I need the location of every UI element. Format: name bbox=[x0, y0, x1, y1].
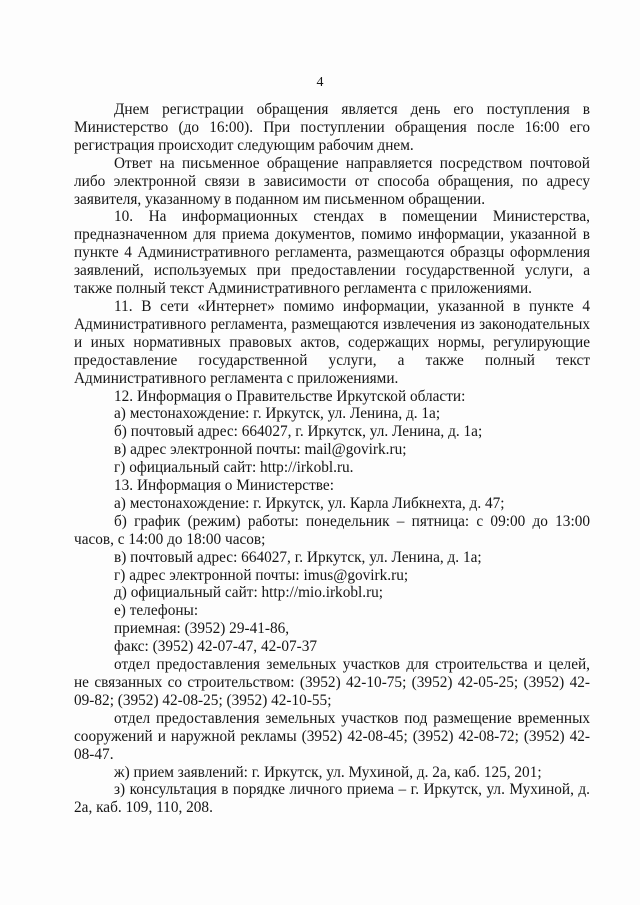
paragraph-10-info-stands: 10. На информационных стендах в помещении Министерства, предназначенном для приема документов, помимо информации, указанной в пункте 4 Административного регламента, размещаются образцы оформления заявлений, используемых при предоставлении государственной услуги, а также полный текст Административного регламента с приложениями. bbox=[74, 208, 590, 298]
ministry-working-hours: б) график (режим) работы: понедельник – пятница: с 09:00 до 13:00 часов, с 14:00 до 18:00 часов; bbox=[74, 512, 590, 548]
fax-numbers: факс: (3952) 42-07-47, 42-07-37 bbox=[114, 638, 318, 656]
document-body bbox=[74, 101, 590, 817]
ministry-postal-address: в) почтовый адрес: 664027, г. Иркутск, ул. Ленина, д. 1а; bbox=[114, 548, 482, 566]
section-13-heading: 13. Информация о Министерстве: bbox=[114, 477, 334, 495]
ministry-phones-heading: е) телефоны: bbox=[114, 602, 199, 620]
ministry-website: д) официальный сайт: http://mio.irkobl.ru; bbox=[114, 584, 384, 602]
reception-phone: приемная: (3952) 29-41-86, bbox=[114, 620, 290, 638]
paragraph-registration-day: Днем регистрации обращения является день его поступления в Министерство (до 16:00). При поступлении обращения после 16:00 его регистрация происходит следующим рабочим днем. bbox=[74, 101, 590, 154]
paragraph-11-internet: 11. В сети «Интернет» помимо информации, указанной в пункте 4 Административного регламента, размещаются извлечения из законодательных и иных нормативных правовых актов, содержащих нормы, регулирующие предоставление государственной услуги, а также полный текст Административного регламента с приложениями. bbox=[74, 297, 590, 387]
ministry-email: г) адрес электронной почты: imus@govirk.ru; bbox=[114, 566, 409, 584]
ministry-location: а) местонахождение: г. Иркутск, ул. Карла Либкнехта, д. 47; bbox=[114, 494, 505, 512]
section-12-heading: 12. Информация о Правительстве Иркутской области: bbox=[114, 387, 466, 405]
paragraph-written-reply: Ответ на письменное обращение направляется посредством почтовой либо электронной связи в зависимости от способа обращения, по адресу заявителя, указанному в поданном им письменном обращении. bbox=[74, 154, 590, 208]
application-reception: ж) прием заявлений: г. Иркутск, ул. Мухиной, д. 2а, каб. 125, 201; bbox=[114, 763, 542, 781]
government-location: а) местонахождение: г. Иркутск, ул. Ленина, д. 1а; bbox=[114, 405, 441, 423]
page-number: 4 bbox=[316, 75, 324, 90]
temporary-structures-department-phones: отдел предоставления земельных участков под размещение временных сооружений и наружной рекламы (3952) 42-08-45; (3952) 42-08-72; (3952) 42-08-47. bbox=[74, 709, 590, 763]
government-postal-address: б) почтовый адрес: 664027, г. Иркутск, ул. Ленина, д. 1а; bbox=[114, 423, 483, 441]
personal-consultation: з) консультация в порядке личного приема – г. Иркутск, ул. Мухиной, д. 2а, каб. 109, 110, 208. bbox=[74, 781, 590, 817]
construction-land-department-phones: отдел предоставления земельных участков для строительства и целей, не связанных со строительством: (3952) 42-10-75; (3952) 42-05-25; (3952) 42-09-82; (3952) 42-08-25; (3952) 42-10-55; bbox=[74, 656, 590, 709]
government-email: в) адрес электронной почты: mail@govirk.ru; bbox=[114, 441, 407, 459]
government-website: г) официальный сайт: http://irkobl.ru. bbox=[114, 459, 354, 477]
